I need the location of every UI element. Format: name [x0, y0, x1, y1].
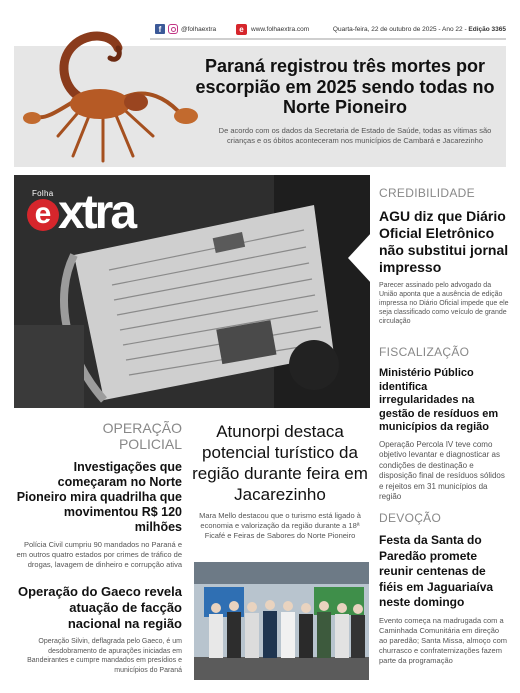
lead-subtitle: De acordo com os dados da Secretaria de Estado de Saúde, todas as vítimas são crianças e os óbitos aconteceram nos municípios de Cambará e Jacarezinho: [218, 126, 492, 145]
kicker-credibilidade: CREDIBILIDADE: [379, 186, 475, 200]
story-fiscalizacao: [379, 345, 509, 503]
lead-headline[interactable]: Paraná registrou três mortes por escorpião em 2025 sendo todas no Norte Pioneiro: [195, 56, 495, 117]
body-ministerio-publico: Operação Percola IV teve como objetivo levantar e diagnosticar as condições de destinação e disposição final de resíduos sólidos e rejeitos em 31 municípios da região: [379, 439, 505, 501]
headline-ministerio-publico[interactable]: Ministério Público identifica irregularidades na gestão de resíduos em municípios da região: [379, 367, 499, 433]
logo-e-mark: e: [27, 199, 59, 231]
headline-atunorpi[interactable]: Atunorpi destaca potencial turístico da região durante feira em Jacarezinho: [192, 422, 368, 504]
kicker-devocao: DEVOÇÃO: [379, 511, 442, 525]
group-photo-graphic: [194, 562, 369, 680]
story-operacao-policial: [14, 420, 182, 570]
extra-logo-icon: e: [236, 24, 247, 35]
story-atunorpi: [192, 421, 368, 541]
headline-agu[interactable]: AGU diz que Diário Oficial Eletrônico não substitui jornal impresso: [379, 208, 509, 275]
instagram-handle[interactable]: @folhaextra: [181, 25, 217, 33]
photo-pointer-arrow: [348, 232, 372, 284]
kicker-policial: POLICIAL: [118, 436, 182, 452]
logo-xtra-text: xtra: [58, 186, 135, 239]
body-agu: Parecer assinado pelo advogado da União aponta que a ausência de edição impressa no Diário Oficial impede que ele seja classificado como veículo de grande circulação: [379, 282, 509, 325]
website-link: [236, 24, 309, 35]
body-investigacoes: Polícia Civil cumpriu 90 mandados no Paraná e em outros quatro estados por crimes de tráfico de drogas, lavagem de dinheiro e corrupção ativa: [16, 540, 182, 569]
body-santa-do-paredao: Evento começa na madrugada com a Caminhada Comunitária em direção ao paredão; Santa Missa, almoço com churrasco e confraternizações fazem parte da programação: [379, 615, 507, 665]
headline-gaeco[interactable]: Operação do Gaeco revela atuação de facção nacional na região: [17, 584, 182, 631]
logo-folha-text: Folha: [32, 189, 54, 198]
group-photo-feira[interactable]: [194, 562, 369, 680]
edition-number: Edição 3365: [468, 26, 506, 33]
headline-investigacoes[interactable]: Investigações que começaram no Norte Pioneiro mira quadrilha que movimentou R$ 120 milhões: [16, 460, 182, 534]
top-divider: [150, 38, 506, 40]
scorpion-illustration: [18, 16, 198, 166]
website-url[interactable]: www.folhaextra.com: [251, 26, 310, 33]
kicker-operacao: OPERAÇÃO: [102, 420, 182, 436]
edition-date: [333, 26, 506, 33]
headline-santa-do-paredao[interactable]: Festa da Santa do Paredão promete reunir centenas de fiéis em Jaguariaíva neste domingo: [379, 533, 494, 609]
body-gaeco: Operação Silvin, deflagrada pelo Gaeco, é um desdobramento de apurações iniciadas em Bandeirantes e cumpre mandados em presídios e municípios do Paraná: [27, 638, 182, 674]
body-atunorpi: Mara Mello destacou que o turismo está ligado à economia e valorização da região durante a 18ª Ficafé e Feiras de Sabores do Norte Pioneiro: [199, 511, 361, 540]
date-text: Quarta-feira, 22 de outubro de 2025 - Ano 22 -: [332, 26, 469, 33]
story-devocao: [379, 511, 509, 666]
story-gaeco: [14, 584, 182, 675]
story-credibilidade: [379, 186, 509, 326]
kicker-fiscalizacao: FISCALIZAÇÃO: [379, 345, 470, 359]
facebook-icon[interactable]: f: [155, 24, 165, 34]
